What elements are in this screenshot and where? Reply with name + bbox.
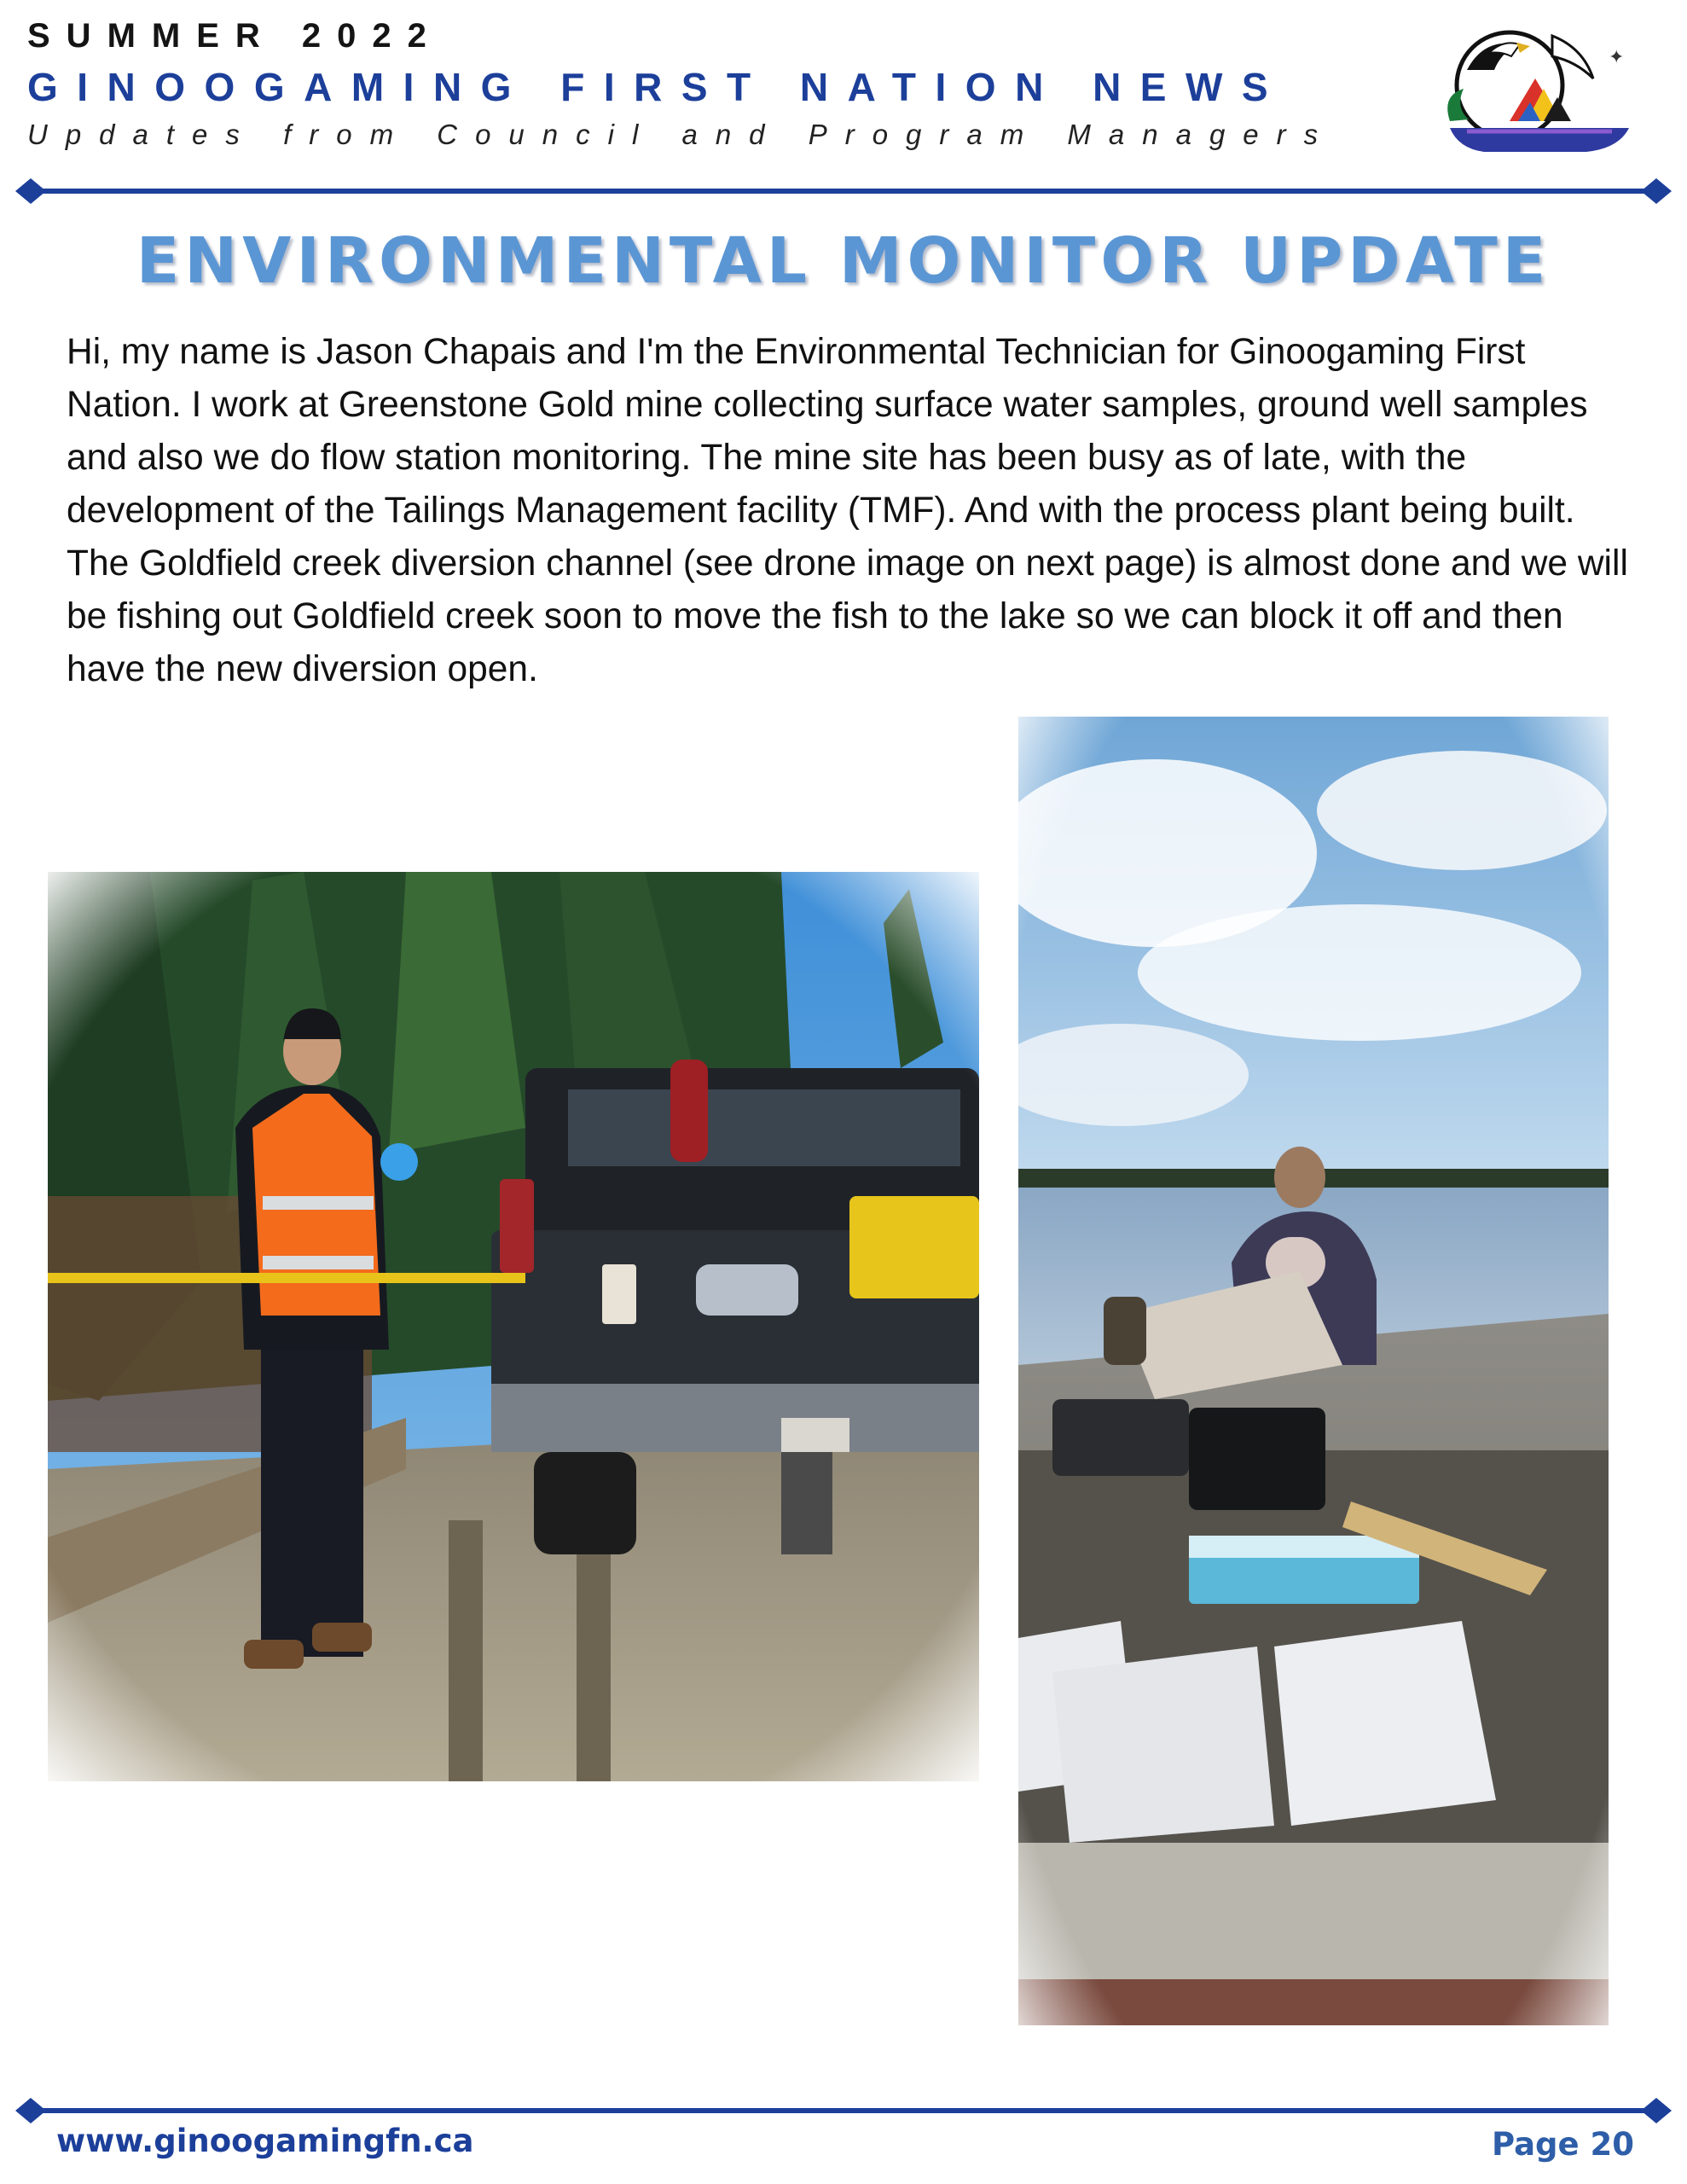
- issue-season: SUMMER 2022: [27, 17, 443, 55]
- page-number: Page 20: [1491, 2126, 1634, 2163]
- publication-name: GINOOGAMING FIRST NATION NEWS: [27, 65, 1288, 109]
- newsletter-header: [27, 15, 1358, 152]
- header-divider: [15, 176, 1672, 206]
- svg-text:✦: ✦: [1609, 47, 1625, 68]
- photo-technician-at-truck: [48, 872, 979, 1781]
- photo-technician-in-boat: [1018, 717, 1609, 2025]
- page-title: ENVIRONMENTAL MONITOR UPDATE: [136, 224, 1551, 298]
- publication-tagline: Updates from Council and Program Managers: [27, 119, 1336, 150]
- eagle-canoe-logo-icon: [1416, 19, 1656, 166]
- article-body: Hi, my name is Jason Chapais and I'm the Environmental Technician for Ginoogaming First Nation. I work at Greenstone Gold mine collecting surface water samples, ground well samples and also we do flow station monitoring. The mine site has been busy as of late, with the development of the Tailings Management facility (TMF). And with the process plant being built. The Goldfield creek diversion channel (see drone image on next page) is almost done and we will be fishing out Goldfield creek soon to move the fish to the lake so we can block it off and then have the new diversion open.: [67, 332, 1628, 689]
- footer-website-link[interactable]: www.ginoogamingfn.ca: [56, 2123, 474, 2159]
